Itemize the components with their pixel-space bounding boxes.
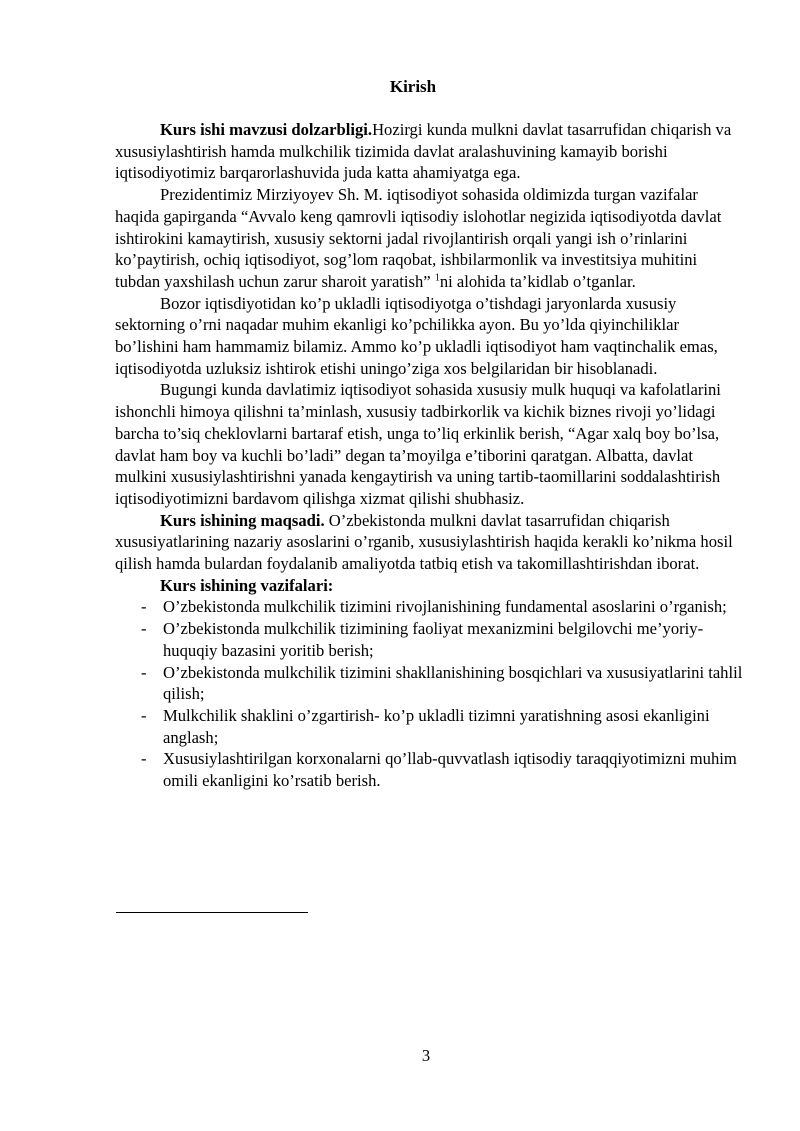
page-title: Kirish	[389, 77, 437, 96]
vazifalar-heading: Kurs ishining vazifalari:	[160, 575, 334, 595]
list-item	[115, 748, 745, 791]
list-item-text: O’zbekistonda mulkchilik tizimini shakllanishining bosqichlari va xususiyatlarini tahlil qilish;	[163, 662, 743, 704]
maqsad-text: O’zbekistonda mulkni davlat tasarrufidan chiqarish xususiyatlarining nazariy asoslarini o’rganib, xususiylashtirish haqida kerakli ko’nikma hosil qilish hamda bulardan foydalanib amaliyotda tatbiq etish va takomillashtirishdan iborat.	[115, 510, 733, 574]
paragraph-bozor: Bozor iqtisdiyotidan ko’p ukladli iqtisodiyotga o’tishdagi jaryonlarda xususiy sektorning o’rni naqadar muhim ekanligi ko’pchilikka ayon. Bu yo’lda qiyinchiliklar bo’lishini ham hammamiz bilamiz. Ammo ko’p ukladli iqtisodiyot ham vaqtinchalik emas, iqtisodiyotda uzluksiz ishtirok etishi uningo’ziga xos belgilaridan bir hisoblanadi.	[115, 293, 718, 378]
list-item	[115, 705, 745, 748]
page-number: 3	[421, 1046, 431, 1065]
dolzarblik-text: Hozirgi kunda mulkni davlat tasarrufidan chiqarish va xususiylashtirish hamda mulkchilik tizimida davlat aralashuvining kamayib borishi iqtisodiyotimiz barqarorlashuvida juda katta ahamiyatga ega.	[115, 120, 732, 183]
paragraph-dolzarblik	[115, 119, 745, 184]
president-text: Prezidentimiz Mirziyoyev Sh. M. iqtisodiyot sohasida oldimizda turgan vazifalar haqida gapirganda “Avvalo keng qamrovli iqtisodiy islohotlar negizida iqtisodiyotda davlat ishtirokini kamaytirish, xususiy sektorni jadal rivojlantirish orqali yangi ish o’rinlarini ko’paytirish, ochiq iqtisodiyot, sog’lom raqobat, ishbilarmonlik va investitsiya muhitini tubdan yaxshilash uchun zarur sharoit yaratish”	[115, 185, 722, 291]
list-item	[115, 596, 745, 618]
list-item	[115, 618, 745, 661]
footnote-mark: 1	[434, 272, 440, 284]
list-bullet: -	[141, 705, 147, 725]
list-bullet: -	[141, 662, 147, 682]
paragraph-bugungi: Bugungi kunda davlatimiz iqtisodiyot sohasida xususiy mulk huquqi va kafolatlarini ishonchli himoya qilishni ta’minlash, xususiy tadbirkorlik va kichik biznes rivoji yo’lidagi barcha to’siq cheklovlarni bartaraf etish, unga to’liq erkinlik berish, “Agar xalq boy bo’lsa, davlat ham boy va kuchli bo’ladi” degan ta’moyilga e’tiborini qaratgan. Albatta, davlat mulkini xususiylashtirishni yanada kengaytirish va uning tartib-taomillarini soddalashtirish iqtisodiyotimizni bardavom qilishga xizmat qilishi shubhasiz.	[115, 380, 721, 508]
body-text	[115, 119, 745, 792]
paragraph-maqsad	[115, 510, 745, 575]
list-item	[115, 662, 745, 705]
list-bullet: -	[141, 619, 147, 639]
list-bullet: -	[141, 597, 147, 617]
maqsad-label: Kurs ishining maqsadi.	[160, 510, 325, 530]
president-tail: ni alohida ta’kidlab o’tganlar.	[439, 271, 636, 291]
list-item-text: O’zbekistonda mulkchilik tizimining faoliyat mexanizmini belgilovchi me’yoriy-huquqiy bazasini yoritib berish;	[163, 619, 704, 660]
footnote-separator	[116, 912, 308, 913]
list-bullet: -	[141, 749, 147, 769]
task-list	[115, 596, 745, 791]
dolzarblik-label: Kurs ishi mavzusi dolzarbligi.	[160, 120, 373, 139]
list-item-text: Xususiylashtirilgan korxonalarni qo’llab-quvvatlash iqtisodiy taraqqiyotimizni muhim omili ekanligini ko’rsatib berish.	[163, 749, 737, 791]
list-item-text: Mulkchilik shaklini o’zgartirish- ko’p ukladli tizimni yaratishning asosi ekanligini anglash;	[163, 705, 710, 747]
list-item-text: O’zbekistonda mulkchilik tizimini rivojlanishining fundamental asoslarini o’rganish;	[163, 597, 727, 617]
paragraph-president	[115, 184, 745, 293]
